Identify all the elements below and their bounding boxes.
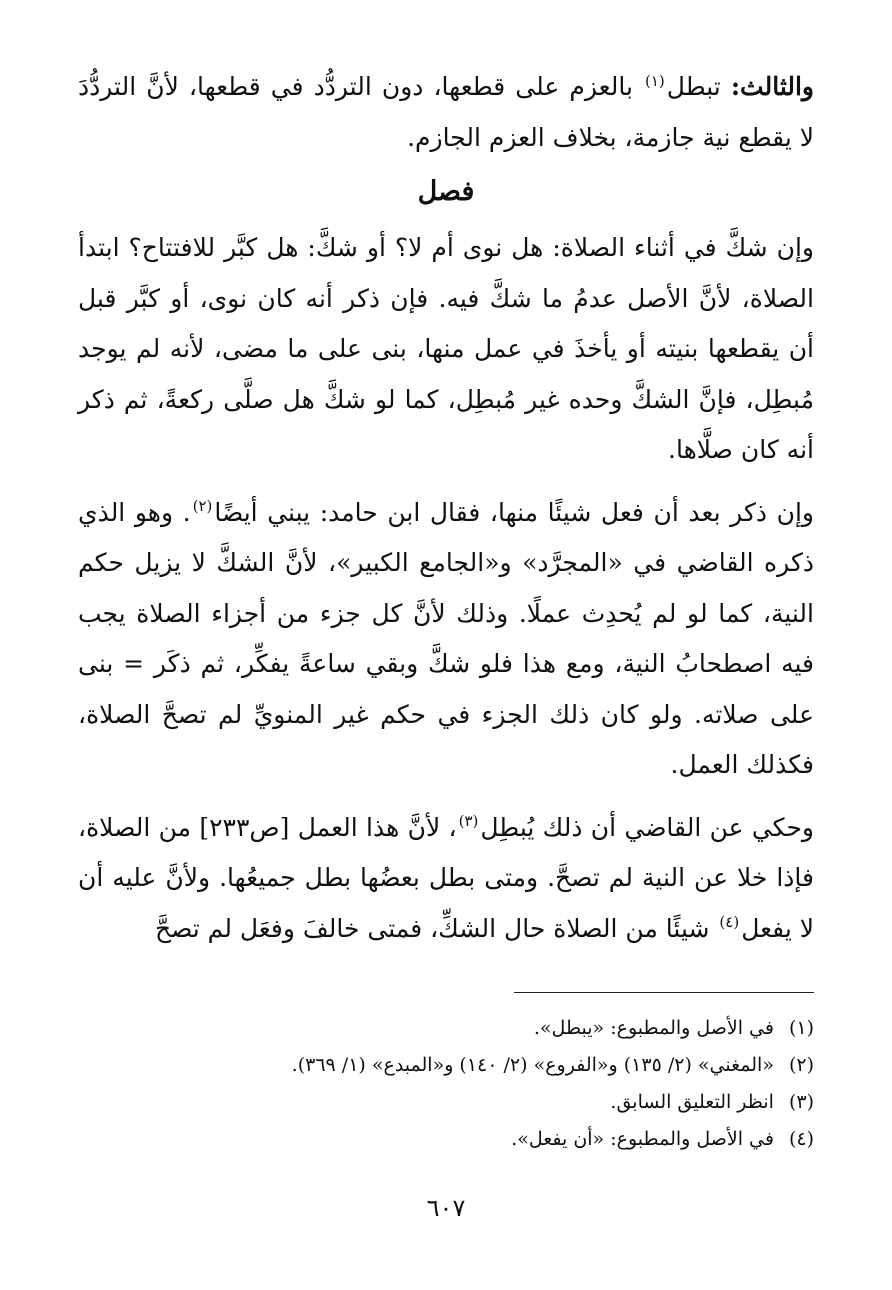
footnote-ref-3: (٣)	[458, 812, 479, 831]
footnote-text: انظر التعليق السابق.	[610, 1091, 774, 1113]
paragraph-text: تبطل	[666, 72, 731, 101]
main-text	[78, 62, 814, 954]
paragraph-ibn-hamid	[78, 488, 814, 791]
footnote-number: (١)	[788, 1017, 814, 1039]
footnote-3	[78, 1084, 814, 1121]
paragraph-text: . وهو الذي ذكره القاضي في «المجرَّد» و«الجامع الكبير»، لأنَّ الشكَّ لا يزيل حكم النية، كما لو لم يُحدِث عملًا. وذلك لأنَّ كل جزء من أجزاء الصلاة يجب فيه اصطحابُ النية، ومع هذا فلو شكَّ وبقي ساعةً يفكِّر، ثم ذكَر = بنى على صلاته. ولو كان ذلك الجزء في حكم غير المنويِّ لم تصحَّ الصلاة، فكذلك العمل.	[78, 497, 814, 779]
section-heading: فصل	[417, 176, 475, 207]
footnote-text: «المغني» (٢/ ١٣٥) و«الفروع» (٢/ ١٤٠) و«المبدع» (١/ ٣٦٩).	[291, 1054, 774, 1076]
footnote-ref-4: (٤)	[719, 913, 740, 932]
footnotes	[78, 1010, 814, 1158]
footnote-ref-1: (١)	[645, 71, 665, 90]
footnote-4	[78, 1121, 814, 1158]
footnote-ref-2: (٢)	[192, 497, 213, 516]
footnote-number: (٣)	[788, 1091, 814, 1113]
footnote-number: (٤)	[788, 1128, 814, 1150]
paragraph-doubt: وإن شكَّ في أثناء الصلاة: هل نوى أم لا؟ أو شكَّ: هل كبَّر للافتتاح؟ ابتدأ الصلاة، لأنَّ الأصل عدمُ ما شكَّ فيه. فإن ذكر أنه كان نوى، أو كبَّر قبل أن يقطعها بنيته أو يأخذَ في عمل منها، بنى على ما مضى، لأنه لم يوجد مُبطِل، فإنَّ الشكَّ وحده غير مُبطِل، كما لو شكَّ هل صلَّى ركعةً، ثم ذكر أنه كان صلَّاها.	[78, 233, 814, 464]
footnote-2	[78, 1047, 814, 1084]
paragraph-qadi	[78, 803, 814, 955]
footnote-divider	[514, 992, 814, 993]
paragraph-lead-word: والثالث:	[730, 72, 815, 101]
footnote-text: في الأصل والمطبوع: «يبطل».	[533, 1017, 774, 1039]
paragraph-text: وإن ذكر بعد أن فعل شيئًا منها، فقال ابن حامد: يبني أيضًا	[214, 497, 814, 527]
footnote-text: في الأصل والمطبوع: «أن يفعل».	[511, 1128, 774, 1150]
footnote-number: (٢)	[788, 1054, 814, 1076]
paragraph-text: بالعزم على قطعها، دون التردُّد في قطعها، لأنَّ التردُّدَ لا يقطع نية جازمة، بخلاف العزم الجازم.	[78, 72, 814, 152]
paragraph-third-case	[78, 62, 814, 163]
paragraph-text: ، لأنَّ هذا العمل [ص٢٣٣] من الصلاة، فإذا خلا عن النية لم تصحَّ. ومتى بطل بعضُها بطل جميعُها. ولأنَّ عليه أن لا يفعل	[78, 812, 814, 943]
footnote-1	[78, 1010, 814, 1047]
paragraph-text: شيئًا من الصلاة حال الشكِّ، فمتى خالفَ وفعَل لم تصحَّ	[154, 913, 718, 943]
paragraph-text: وحكي عن القاضي أن ذلك يُبطِل	[480, 812, 814, 842]
page-number: ٦٠٧	[426, 1194, 466, 1222]
